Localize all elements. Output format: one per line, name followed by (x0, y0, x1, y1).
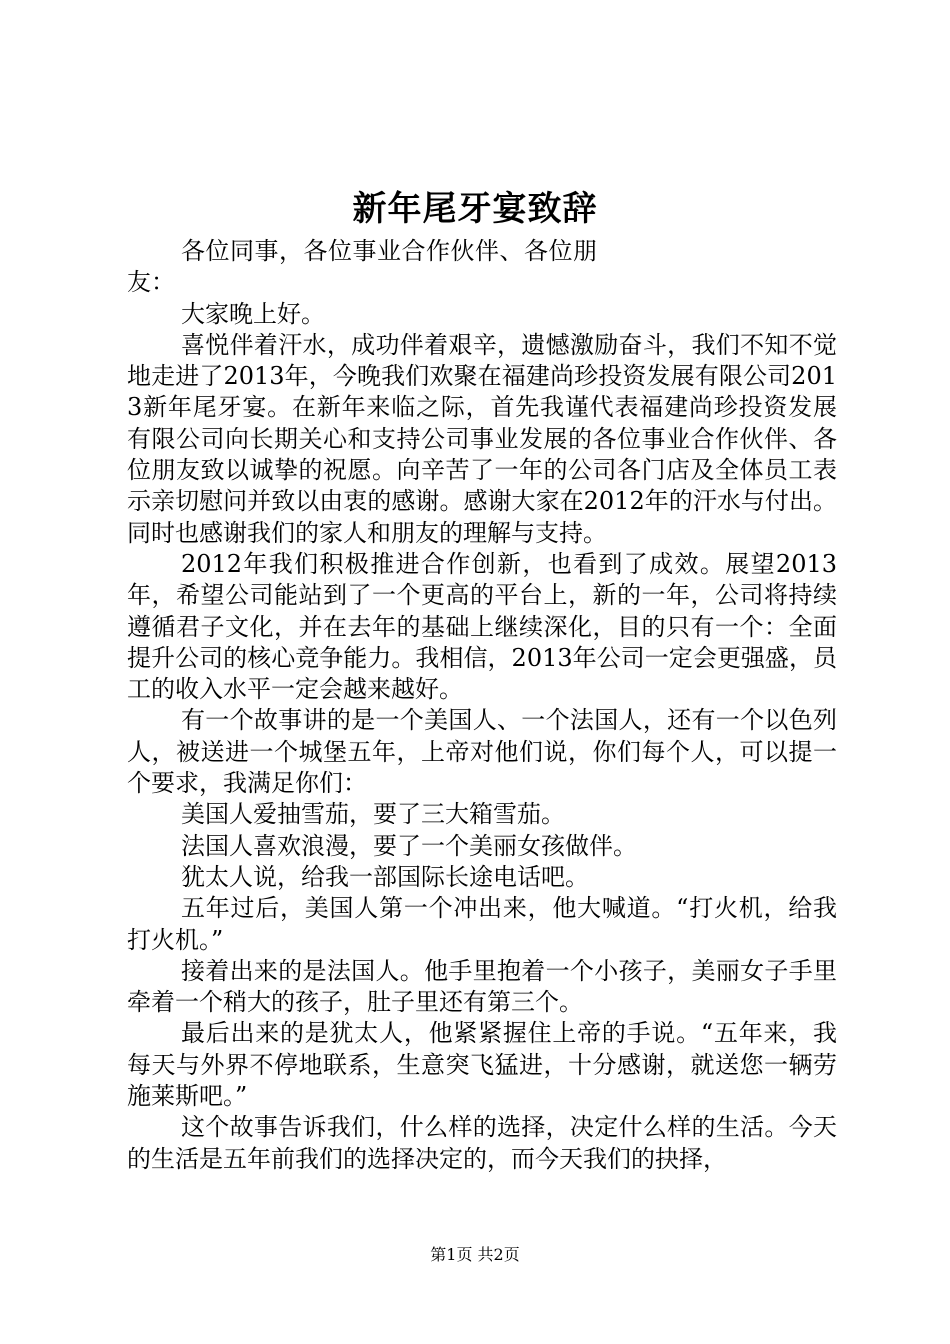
paragraph-five-years: 五年过后，美国人第一个冲出来，他大喊道。“打火机，给我打火机。” (127, 894, 837, 954)
paragraph-american: 美国人爱抽雪茄，要了三大箱雪茄。 (181, 800, 565, 829)
paragraph-french-out: 接着出来的是法国人。他手里抱着一个小孩子，美丽女子手里牵着一个稍大的孩子，肚子里还有第三个。 (127, 956, 837, 1017)
paragraph-moral: 这个故事告诉我们，什么样的选择，决定什么样的生活。今天的生活是五年前我们的选择决定的，而今天我们的抉择， (127, 1113, 837, 1173)
paragraph-french: 法国人喜欢浪漫，要了一个美丽女孩做伴。 (181, 831, 637, 860)
paragraph-greeting: 各位同事，各位事业合作伙伴、各位朋友： (127, 237, 597, 297)
paragraph-jewish: 犹太人说，给我一部国际长途电话吧。 (181, 862, 589, 891)
document-title: 新年尾牙宴致辞 (352, 189, 598, 229)
document-body (127, 236, 837, 1175)
paragraph-jewish-out: 最后出来的是犹太人，他紧紧握住上帝的手说。“五年来，我每天与外界不停地联系，生意突飞猛进，十分感谢，就送您一辆劳施莱斯吧。” (127, 1019, 837, 1111)
paragraph-review: 喜悦伴着汗水，成功伴着艰辛，遗憾激励奋斗，我们不知不觉地走进了2013年，今晚我们欢聚在福建尚珍投资发展有限公司2013新年尾牙宴。在新年来临之际，首先我谨代表福建尚珍投资发展有限公司向长期关心和支持公司事业发展的各位事业合作伙伴、各位朋友致以诚挚的祝愿。向辛苦了一年的公司各门店及全体员工表示亲切慰问并致以由衷的感谢。感谢大家在2012年的汗水与付出。同时也感谢我们的家人和朋友的理解与支持。 (127, 330, 837, 547)
paragraph-hello: 大家晚上好。 (181, 299, 325, 328)
paragraph-story-intro: 有一个故事讲的是一个美国人、一个法国人，还有一个以色列人，被送进一个城堡五年，上帝对他们说，你们每个人，可以提一个要求，我满足你们： (127, 706, 837, 798)
paragraph-outlook: 2012年我们积极推进合作创新，也看到了成效。展望2013年，希望公司能站到了一个更高的平台上，新的一年，公司将持续遵循君子文化，并在去年的基础上继续深化，目的只有一个：全面提升公司的核心竞争能力。我相信，2013年公司一定会更强盛，员工的收入水平一定会越来越好。 (127, 549, 837, 704)
page-number-footer: 第1页 共2页 (430, 1245, 520, 1264)
